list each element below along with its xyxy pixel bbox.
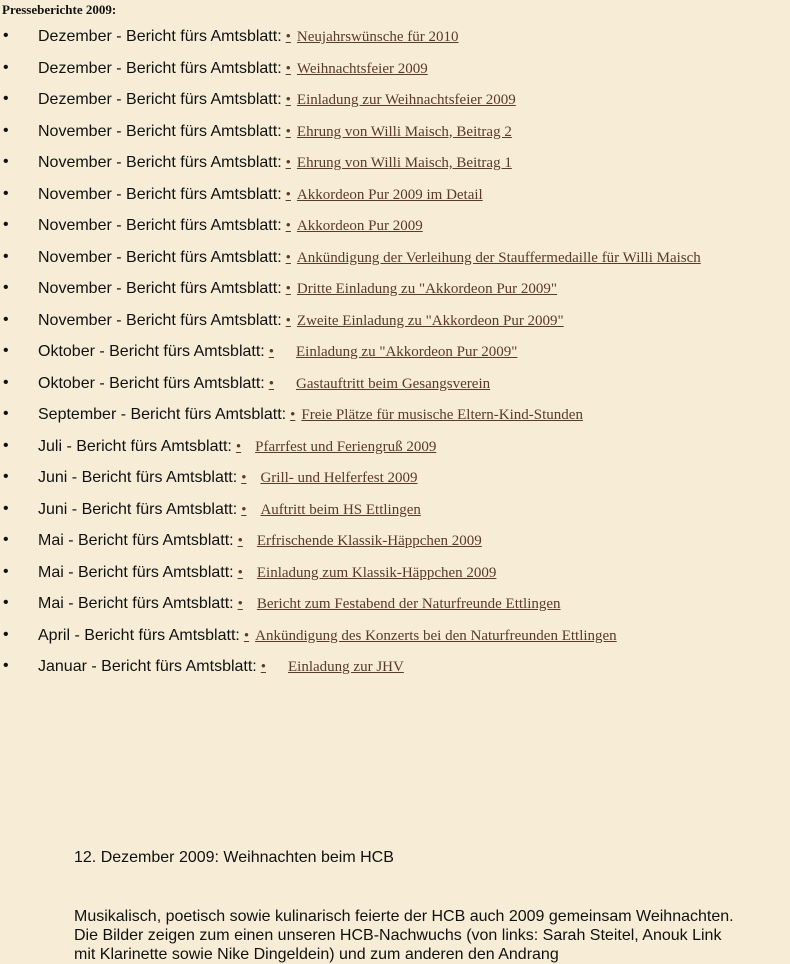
report-link-text: Akkordeon Pur 2009 [296,218,423,234]
report-label-text: Juni - Bericht fürs Amtsblatt: [38,500,238,518]
report-link-text: Pfarrfest und Feriengruß 2009 [255,438,437,455]
report-label [38,343,517,361]
bullet-icon: • [3,121,9,139]
report-link[interactable] [286,124,512,140]
inline-bullet-icon: • [285,29,291,45]
report-link-text: Gastauftritt beim Gesangsverein [296,375,491,392]
inline-bullet-icon: • [285,60,291,77]
report-label [38,28,459,46]
report-link-text: Ehrung von Willi Maisch, Beitrag 2 [296,123,512,140]
report-label-text: November - Bericht fürs Amtsblatt: [38,280,282,297]
report-link[interactable] [238,596,561,612]
inline-bullet-icon: • [260,659,267,675]
report-label-text: Juli - Bericht fürs Amtsblatt: [38,437,232,455]
report-label-text: Januar - Bericht fürs Amtsblatt: [38,658,257,675]
list-item [0,465,790,497]
report-label [38,469,418,487]
inline-bullet-icon: • [285,312,291,329]
bullet-icon: • [3,310,9,328]
report-link-text: Dritte Einladung zu "Akkordeon Pur 2009" [296,281,558,297]
report-link[interactable] [244,628,617,644]
report-label [38,60,428,78]
inline-bullet-icon: • [243,627,250,644]
inline-bullet-icon: • [285,155,291,171]
report-label-text: November - Bericht fürs Amtsblatt: [38,248,282,266]
list-item [0,245,790,277]
list-item [0,308,790,340]
report-link[interactable] [286,281,557,297]
report-link[interactable] [238,533,482,549]
press-report-list [0,24,790,686]
inline-bullet-icon: • [237,596,243,612]
report-label-text: November - Bericht fürs Amtsblatt: [38,311,282,329]
report-label-text: Oktober - Bericht fürs Amtsblatt: [38,343,265,360]
report-label [38,249,701,267]
report-label [38,532,482,550]
bullet-icon: • [3,531,9,548]
report-link-text: Einladung zum Klassik-Häppchen 2009 [256,564,497,581]
bullet-icon: • [3,58,9,76]
inline-bullet-icon: • [241,501,247,518]
page-heading: Presseberichte 2009: [2,2,117,17]
list-item [0,497,790,529]
report-label [38,627,617,645]
bullet-icon: • [3,153,9,170]
report-link[interactable] [286,187,483,203]
report-link-text: Akkordeon Pur 2009 im Detail [296,186,483,203]
report-link[interactable] [286,218,423,234]
report-label-text: Juni - Bericht fürs Amtsblatt: [38,469,238,486]
report-link-text: Einladung zur JHV [288,659,404,675]
inline-bullet-icon: • [241,470,247,486]
bullet-icon: • [3,279,9,296]
report-link-text: Ehrung von Willi Maisch, Beitrag 1 [296,155,512,171]
report-link[interactable] [269,376,490,392]
list-item [0,276,790,308]
report-link-text: Erfrischende Klassik-Häppchen 2009 [256,533,482,549]
inline-bullet-icon: • [268,375,275,392]
report-link-text: Neujahrswünsche für 2010 [296,29,459,45]
report-link[interactable] [286,313,564,329]
list-item [0,623,790,655]
report-label-text: November - Bericht fürs Amtsblatt: [38,217,282,234]
list-item [0,434,790,466]
report-label-text: November - Bericht fürs Amtsblatt: [38,185,282,203]
bullet-icon: • [3,184,9,202]
bullet-icon: • [3,342,9,359]
report-link[interactable] [241,470,417,486]
report-label [38,123,512,141]
report-label-text: November - Bericht fürs Amtsblatt: [38,122,282,140]
report-label [38,312,564,330]
report-label [38,217,423,235]
report-label-text: Oktober - Bericht fürs Amtsblatt: [38,374,265,392]
bullet-icon: • [3,373,9,391]
report-label [38,280,557,298]
report-label-text: Mai - Bericht fürs Amtsblatt: [38,532,234,549]
bullet-icon: • [3,247,9,265]
bullet-icon: • [3,468,9,485]
list-item [0,371,790,403]
report-link[interactable] [286,92,516,108]
list-item [0,87,790,119]
list-item [0,402,790,434]
report-link-text: Zweite Einladung zu "Akkordeon Pur 2009" [296,312,564,329]
report-label [38,438,436,456]
list-item [0,591,790,623]
inline-bullet-icon: • [235,438,242,455]
report-label-text: November - Bericht fürs Amtsblatt: [38,154,282,171]
report-link[interactable] [286,61,428,77]
report-link[interactable] [286,250,701,266]
report-label-text: April - Bericht fürs Amtsblatt: [38,626,240,644]
report-label-text: Dezember - Bericht fürs Amtsblatt: [38,28,282,45]
list-item [0,24,790,56]
inline-bullet-icon: • [285,123,291,140]
bullet-icon: • [3,436,9,454]
report-link-text: Einladung zur Weihnachtsfeier 2009 [296,92,516,108]
report-link-text: Auftritt beim HS Ettlingen [260,501,421,518]
list-item [0,560,790,592]
report-label [38,154,512,172]
report-link-text: Einladung zu "Akkordeon Pur 2009" [296,344,518,360]
report-link-text: Ankündigung des Konzerts bei den Naturfreunden Ettlingen [255,627,617,644]
report-link-text: Grill- und Helferfest 2009 [260,470,418,486]
report-label-text: Dezember - Bericht fürs Amtsblatt: [38,91,282,108]
bullet-icon: • [3,625,9,643]
report-label [38,564,496,582]
bullet-icon: • [3,657,9,674]
list-item [0,119,790,151]
report-link-text: Ankündigung der Verleihung der Stauffermedaille für Willi Maisch [296,249,701,266]
inline-bullet-icon: • [285,186,291,203]
report-label [38,375,490,393]
report-link[interactable] [290,407,583,423]
bullet-icon: • [3,90,9,107]
article-paragraph: Musikalisch, poetisch sowie kulinarisch feierte der HCB auch 2009 gemeinsam Weihnachten. Die Bilder zeigen zum einen unseren HCB-Nachwuchs (von links: Sarah Steitel, Anouk Link mit Klarinette sowie Nike Dingeldein) und zum anderen den Andrang [74,908,734,963]
bullet-icon: • [3,499,9,517]
report-label [38,595,561,613]
report-link[interactable] [286,155,512,171]
inline-bullet-icon: • [285,92,291,108]
report-link[interactable] [286,29,459,45]
bullet-icon: • [3,594,9,611]
report-label-text: Mai - Bericht fürs Amtsblatt: [38,595,234,612]
inline-bullet-icon: • [268,344,275,360]
report-link[interactable] [269,344,518,360]
article-title: 12. Dezember 2009: Weihnachten beim HCB [74,849,394,866]
report-label-text: Dezember - Bericht fürs Amtsblatt: [38,59,282,77]
report-label [38,501,421,519]
list-item [0,528,790,560]
inline-bullet-icon: • [285,249,291,266]
bullet-icon: • [3,27,9,44]
bullet-icon: • [3,405,9,422]
report-label-text: Mai - Bericht fürs Amtsblatt: [38,563,234,581]
bullet-icon: • [3,216,9,233]
report-link-text: Weihnachtsfeier 2009 [296,60,428,77]
inline-bullet-icon: • [285,281,291,297]
inline-bullet-icon: • [237,533,243,549]
list-item [0,56,790,88]
list-item [0,213,790,245]
list-item [0,150,790,182]
inline-bullet-icon: • [237,564,243,581]
report-link[interactable] [238,565,497,581]
list-item [0,339,790,371]
report-link[interactable] [261,659,404,675]
report-label [38,91,516,109]
bullet-icon: • [3,562,9,580]
report-link[interactable] [236,439,436,455]
report-link-text: Freie Plätze für musische Eltern-Kind-Stunden [301,407,583,423]
inline-bullet-icon: • [290,407,296,423]
report-label [38,406,583,424]
report-link-text: Bericht zum Festabend der Naturfreunde Ettlingen [256,596,561,612]
report-link[interactable] [241,502,421,518]
report-label [38,658,404,676]
list-item [0,182,790,214]
list-item [0,654,790,686]
report-label [38,186,483,204]
inline-bullet-icon: • [285,218,291,234]
report-label-text: September - Bericht fürs Amtsblatt: [38,406,287,423]
